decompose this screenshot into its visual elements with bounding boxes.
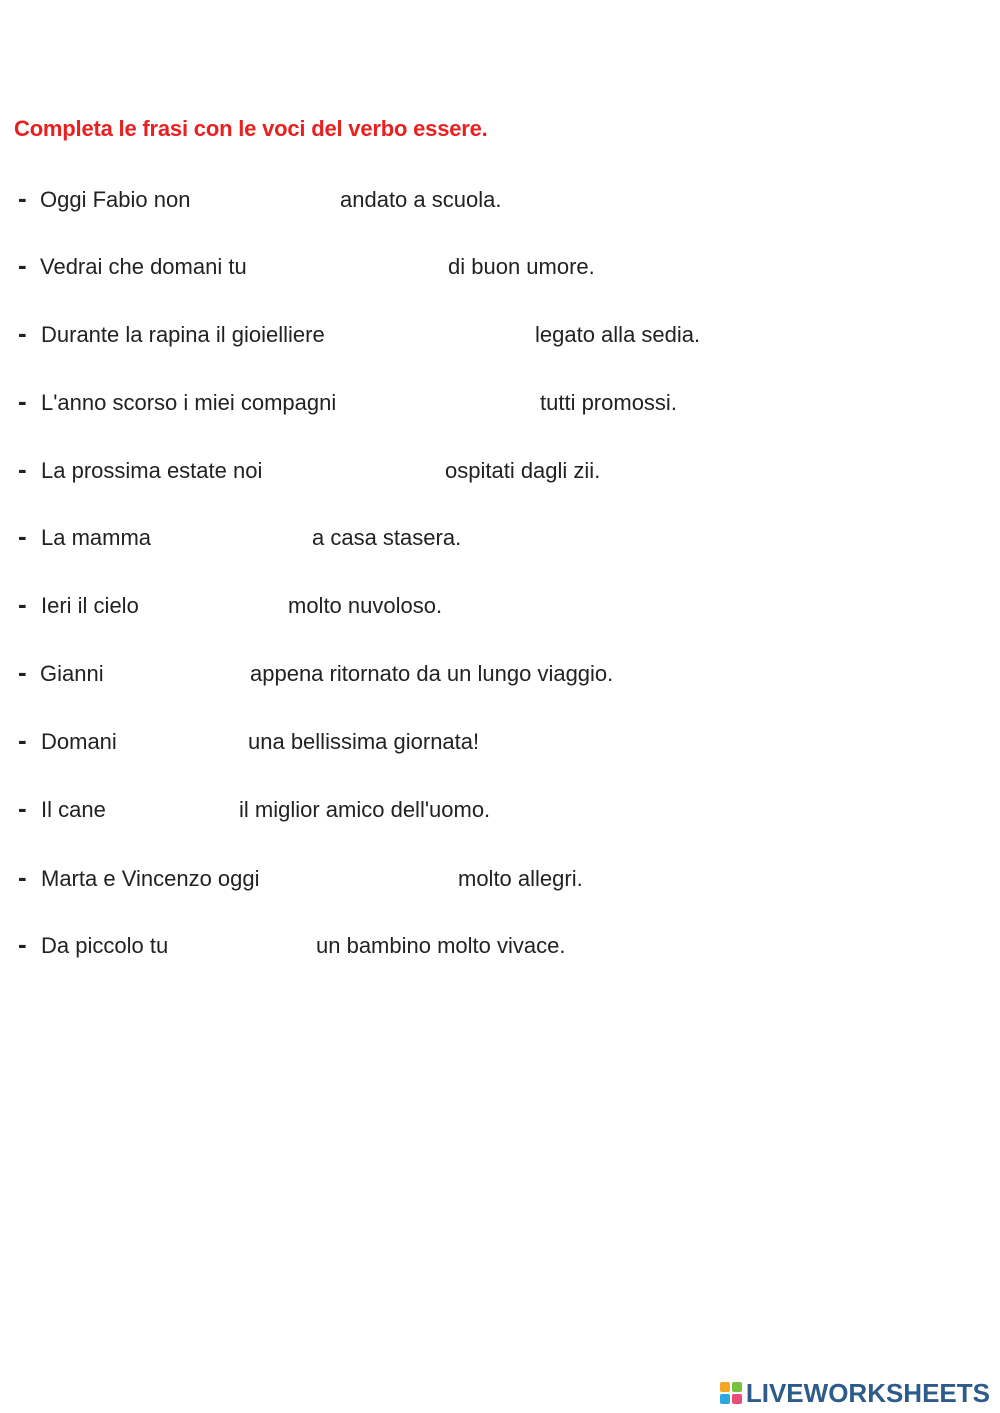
sentence-start: Durante la rapina il gioielliere [41,322,325,347]
dash: - [18,454,27,484]
answer-input-4[interactable] [398,390,536,418]
sentence-start: L'anno scorso i miei compagni [41,390,337,415]
answer-input-6[interactable] [182,525,308,553]
sentence-start: Da piccolo tu [41,933,169,958]
sentence-row-4 [0,386,1000,420]
sentence-start: Domani [41,729,117,754]
dash: - [18,521,27,551]
sentence-row-12 [0,929,1000,963]
sentence-end: molto allegri. [458,866,583,891]
sentence-row-11 [0,862,1000,896]
sentence-end: tutti promossi. [540,390,677,415]
sentence-start: La mamma [41,525,152,550]
answer-input-3[interactable] [392,322,532,350]
sentence-end: molto nuvoloso. [288,593,443,618]
answer-input-5[interactable] [314,458,442,486]
dash: - [18,862,27,892]
dash: - [18,657,27,687]
answer-input-7[interactable] [164,593,284,621]
dash: - [18,793,27,823]
sentence-end: a casa stasera. [312,525,462,550]
sentence-start: Marta e Vincenzo oggi [41,866,260,891]
page-title: Completa le frasi con le voci del verbo essere. [14,116,488,141]
sentence-start: Vedrai che domani tu [40,254,247,279]
sentence-end: legato alla sedia. [535,322,701,347]
answer-input-9[interactable] [134,729,244,757]
liveworksheets-logo-icon [720,1382,742,1404]
logo-square [732,1382,742,1392]
sentence-start: Il cane [41,797,106,822]
sentence-end: una bellissima giornata! [248,729,480,754]
answer-input-10[interactable] [120,797,234,825]
sentence-row-10 [0,793,1000,827]
logo-square [720,1394,730,1404]
answer-input-8[interactable] [118,661,246,689]
dash: - [18,929,27,959]
sentence-end: un bambino molto vivace. [316,933,566,958]
sentence-row-6 [0,521,1000,555]
dash: - [18,183,27,213]
logo-text: LIVEWORKSHEETS [745,1377,990,1408]
dash: - [18,725,27,755]
answer-input-1[interactable] [214,187,334,215]
sentence-start: Oggi Fabio non [40,187,191,212]
sentence-row-3 [0,318,1000,352]
dash: - [18,589,27,619]
dash: - [18,386,27,416]
sentence-start: Ieri il cielo [41,593,139,618]
sentence-start: Gianni [40,661,104,686]
dash: - [18,250,27,280]
sentence-row-8 [0,657,1000,691]
sentence-row-9 [0,725,1000,759]
sentence-start: La prossima estate noi [41,458,263,483]
sentence-row-5 [0,454,1000,488]
sentence-end: appena ritornato da un lungo viaggio. [250,661,614,686]
sentence-end: di buon umore. [448,254,595,279]
sentence-end: ospitati dagli zii. [445,458,601,483]
dash: - [18,318,27,348]
answer-input-2[interactable] [300,254,444,282]
logo-square [720,1382,730,1392]
answer-input-12[interactable] [202,933,312,961]
liveworksheets-logo [720,1378,990,1408]
logo-square [732,1394,742,1404]
sentence-end: il miglior amico dell'uomo. [239,797,491,822]
sentence-end: andato a scuola. [340,187,502,212]
sentence-row-2 [0,250,1000,284]
sentence-row-7 [0,589,1000,623]
answer-input-11[interactable] [310,866,454,894]
sentence-row-1 [0,183,1000,217]
